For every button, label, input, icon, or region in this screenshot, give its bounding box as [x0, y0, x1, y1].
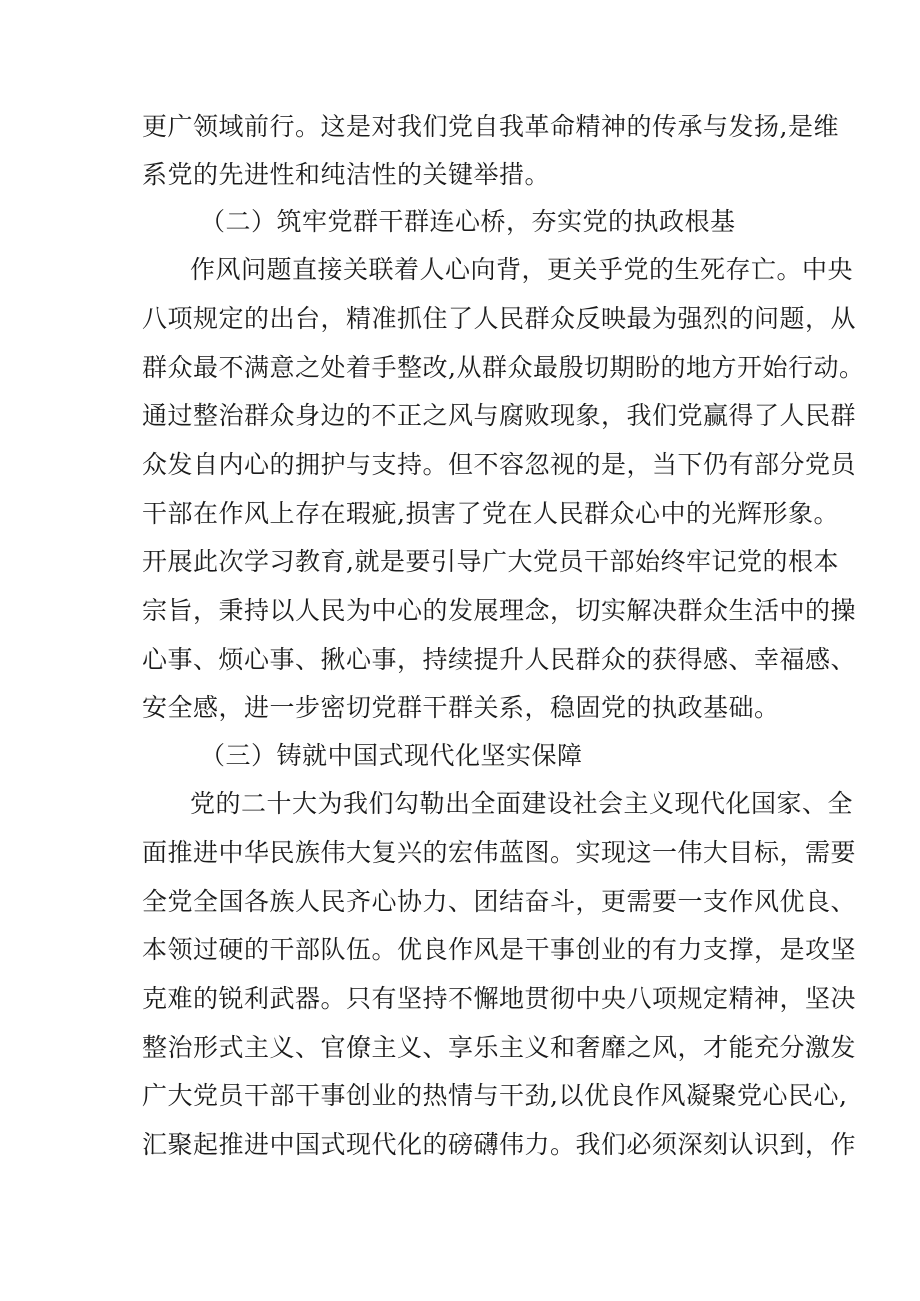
paragraph-3-line-3: 全党全国各族人民齐心协力、团结奋斗，更需要一支作风优良、 — [142, 887, 857, 916]
paragraph-1-line-1: 更广领域前行。这是对我们党自我革命精神的传承与发扬,是维 — [142, 112, 839, 141]
paragraph-2-line-7: 开展此次学习教育,就是要引导广大党员干部始终牢记党的根本 — [142, 547, 839, 576]
paragraph-3-line-8: 汇聚起推进中国式现代化的磅礴伟力。我们必须深刻认识到，作 — [142, 1130, 857, 1159]
paragraph-2-line-8: 宗旨，秉持以人民为中心的发展理念，切实解决群众生活中的操 — [142, 596, 857, 625]
paragraph-3-line-5: 克难的锐利武器。只有坚持不懈地贯彻中央八项规定精神，坚决 — [142, 984, 857, 1013]
paragraph-3-line-7: 广大党员干部干事创业的热情与干劲,以优良作风凝聚党心民心, — [142, 1081, 848, 1110]
paragraph-1-line-2: 系党的先进性和纯洁性的关键举措。 — [142, 160, 551, 189]
paragraph-2-line-6: 干部在作风上存在瑕疵,损害了党在人民群众心中的光辉形象。 — [142, 499, 839, 528]
paragraph-3-line-2: 面推进中华民族伟大复兴的宏伟蓝图。实现这一伟大目标，需要 — [142, 838, 857, 867]
paragraph-2-line-10: 安全感，进一步密切党群干群关系，稳固党的执政基础。 — [142, 693, 780, 722]
paragraph-2-line-1: 作风问题直接关联着人心向背，更关乎党的生死存亡。中央 — [190, 255, 854, 284]
paragraph-2-line-9: 心事、烦心事、揪心事，持续提升人民群众的获得感、幸福感、 — [142, 645, 857, 674]
paragraph-3-line-6: 整治形式主义、官僚主义、享乐主义和奢靡之风，才能充分激发 — [142, 1033, 857, 1062]
section-heading-2: （二）筑牢党群干群连心桥，夯实党的执政根基 — [200, 207, 736, 236]
paragraph-3-line-4: 本领过硬的干部队伍。优良作风是干事创业的有力支撑，是攻坚 — [142, 935, 857, 964]
section-heading-3: （三）铸就中国式现代化坚实保障 — [200, 741, 583, 770]
paragraph-3-line-1: 党的二十大为我们勾勒出全面建设社会主义现代化国家、全 — [190, 789, 854, 818]
paragraph-2-line-5: 众发自内心的拥护与支持。但不容忽视的是，当下仍有部分党员 — [142, 450, 857, 479]
paragraph-2-line-4: 通过整治群众身边的不正之风与腐败现象，我们党赢得了人民群 — [142, 401, 857, 430]
paragraph-2-line-3: 群众最不满意之处着手整改,从群众最殷切期盼的地方开始行动。 — [142, 353, 865, 382]
paragraph-2-line-2: 八项规定的出台，精准抓住了人民群众反映最为强烈的问题，从 — [142, 304, 857, 333]
